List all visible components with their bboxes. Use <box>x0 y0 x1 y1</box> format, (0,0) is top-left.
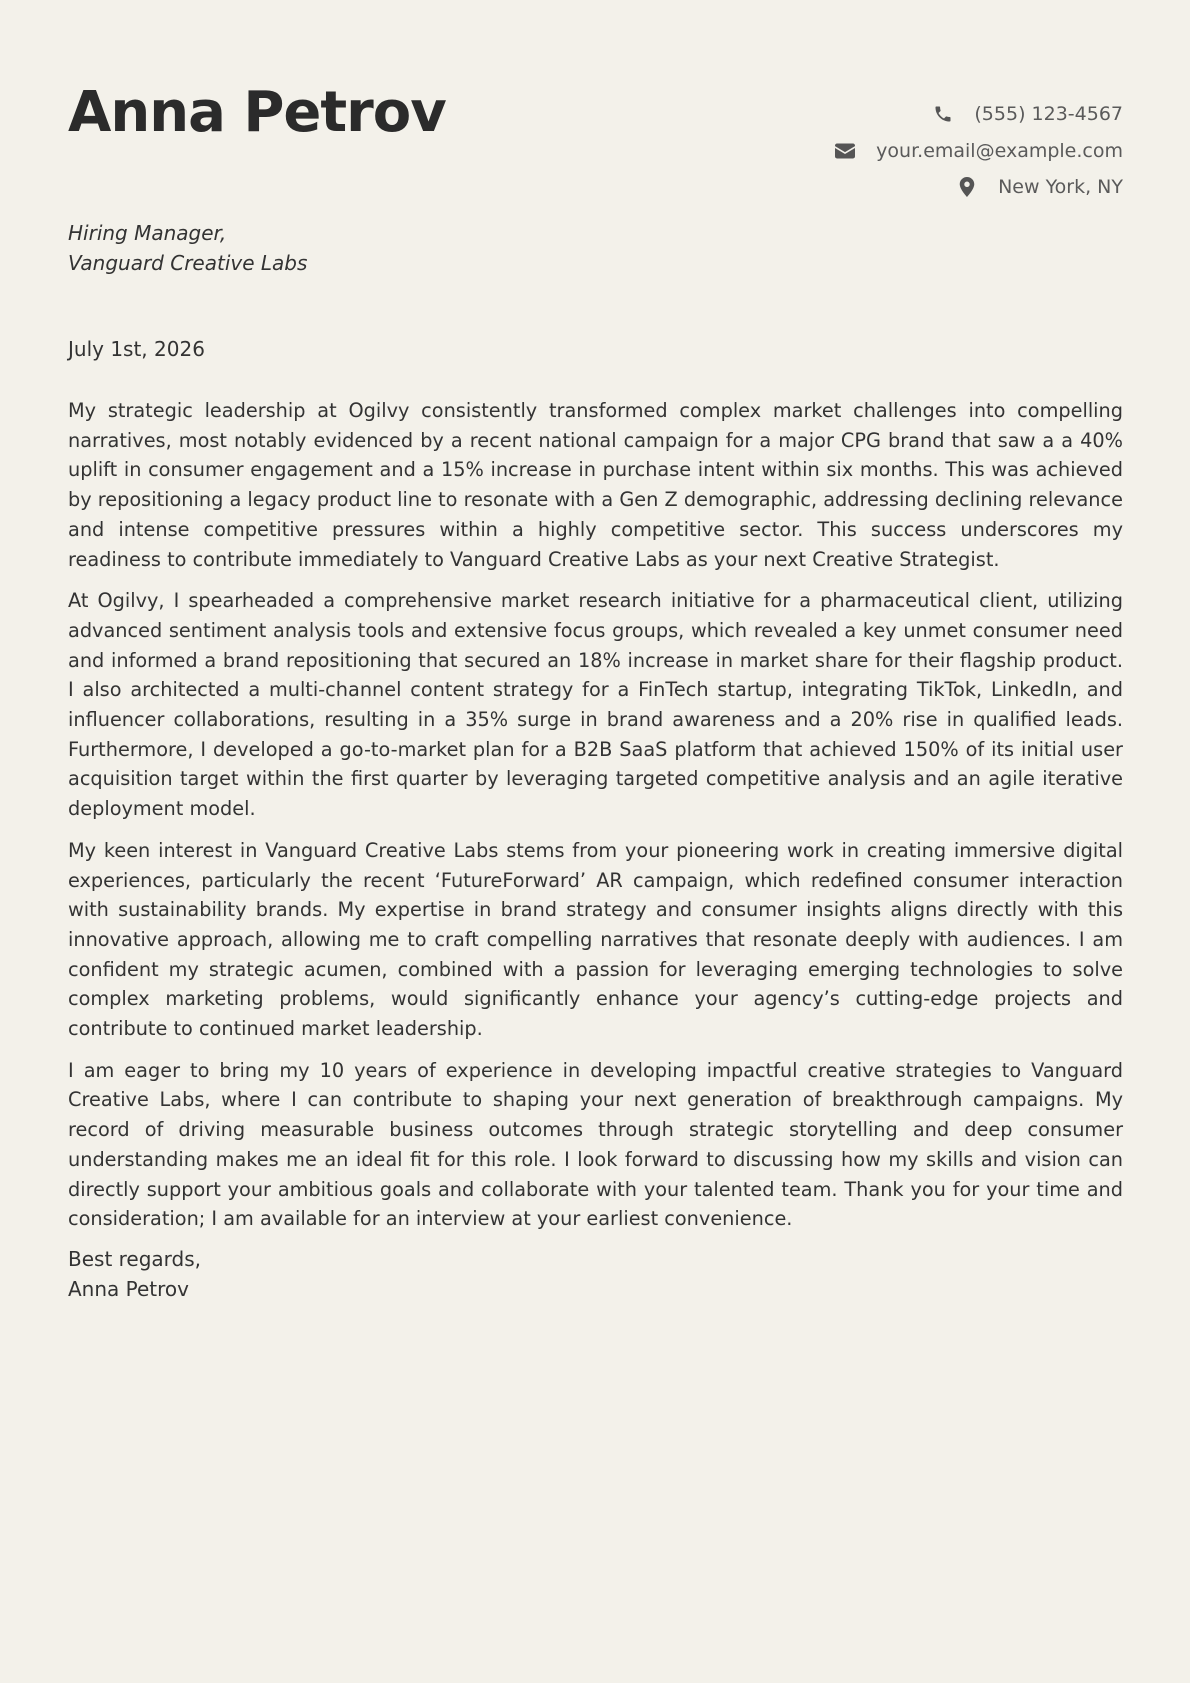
closing-text: Best regards, <box>68 1247 202 1271</box>
signature-name: Anna Petrov <box>68 1276 189 1301</box>
letter-date: July 1st, 2026 <box>68 337 205 361</box>
contact-info <box>834 96 1123 206</box>
body-paragraph: My keen interest in Vanguard Creative Labs stems from your pioneering work in creating immersive digital experiences, particularly the recent ‘FutureForward’ AR campaign, which redefined consumer interaction with sustainability brands. My expertise in brand strategy and consumer insights aligns directly with this innovative approach, allowing me to craft compelling narratives that resonate deeply with audiences. I am confident my strategic acumen, combined with a passion for leveraging emerging technologies to solve complex marketing problems, would significantly enhance your agency’s cutting-edge projects and contribute to continued market leadership. <box>68 838 1123 1041</box>
recipient-company: Vanguard Creative Labs <box>68 251 308 275</box>
sender-name: Anna Petrov <box>68 80 446 145</box>
envelope-icon <box>834 140 856 162</box>
contact-phone <box>834 96 1123 133</box>
body-paragraph: I am eager to bring my 10 years of experience in developing impactful creative strategies to Vanguard Creative Labs, where I can contribute to shaping your next generation of breakthrough campaigns. My record of driving measurable business outcomes through strategic storytelling and deep consumer understanding makes me an ideal fit for this role. I look forward to discussing how my skills and vision can directly support your ambitious goals and collaborate with your talented team. Thank you for your time and consideration; I am available for an interview at your earliest convenience. <box>68 1058 1123 1231</box>
map-pin-icon <box>956 176 978 198</box>
contact-location <box>834 169 1123 206</box>
recipient-title: Hiring Manager, <box>68 221 227 245</box>
contact-email <box>834 133 1123 170</box>
body-paragraph: At Ogilvy, I spearheaded a comprehensive market research initiative for a pharmaceutical client, utilizing advanced sentiment analysis tools and extensive focus groups, which revealed a key unmet consumer need and informed a brand repositioning that secured an 18% increase in market share for their flagship product. I also architected a multi-channel content strategy for a FinTech startup, integrating TikTok, LinkedIn, and influencer collaborations, resulting in a 35% surge in brand awareness and a 20% rise in qualified leads. Furthermore, I developed a go-to-market plan for a B2B SaaS platform that achieved 150% of its initial user acquisition target within the first quarter by leveraging targeted competitive analysis and an agile iterative deployment model. <box>68 589 1123 821</box>
letter-body <box>68 396 1123 1246</box>
phone-text: (555) 123-4567 <box>974 103 1123 126</box>
location-text: New York, NY <box>998 176 1123 199</box>
recipient-block <box>68 218 307 278</box>
email-text: your.email@example.com <box>876 139 1123 162</box>
body-paragraph: My strategic leadership at Ogilvy consistently transformed complex market challenges into compelling narratives, most notably evidenced by a recent national campaign for a major CPG brand that saw a a 40% uplift in consumer engagement and a 15% increase in purchase intent within six months. This was achieved by repositioning a legacy product line to resonate with a Gen Z demographic, addressing declining relevance and intense competitive pressures within a highly competitive sector. This success underscores my readiness to contribute immediately to Vanguard Creative Labs as your next Creative Strategist. <box>68 399 1123 571</box>
signoff-block <box>68 1245 201 1304</box>
phone-icon <box>932 103 954 125</box>
letter-header <box>68 0 1123 200</box>
cover-letter-page <box>68 0 1123 1301</box>
